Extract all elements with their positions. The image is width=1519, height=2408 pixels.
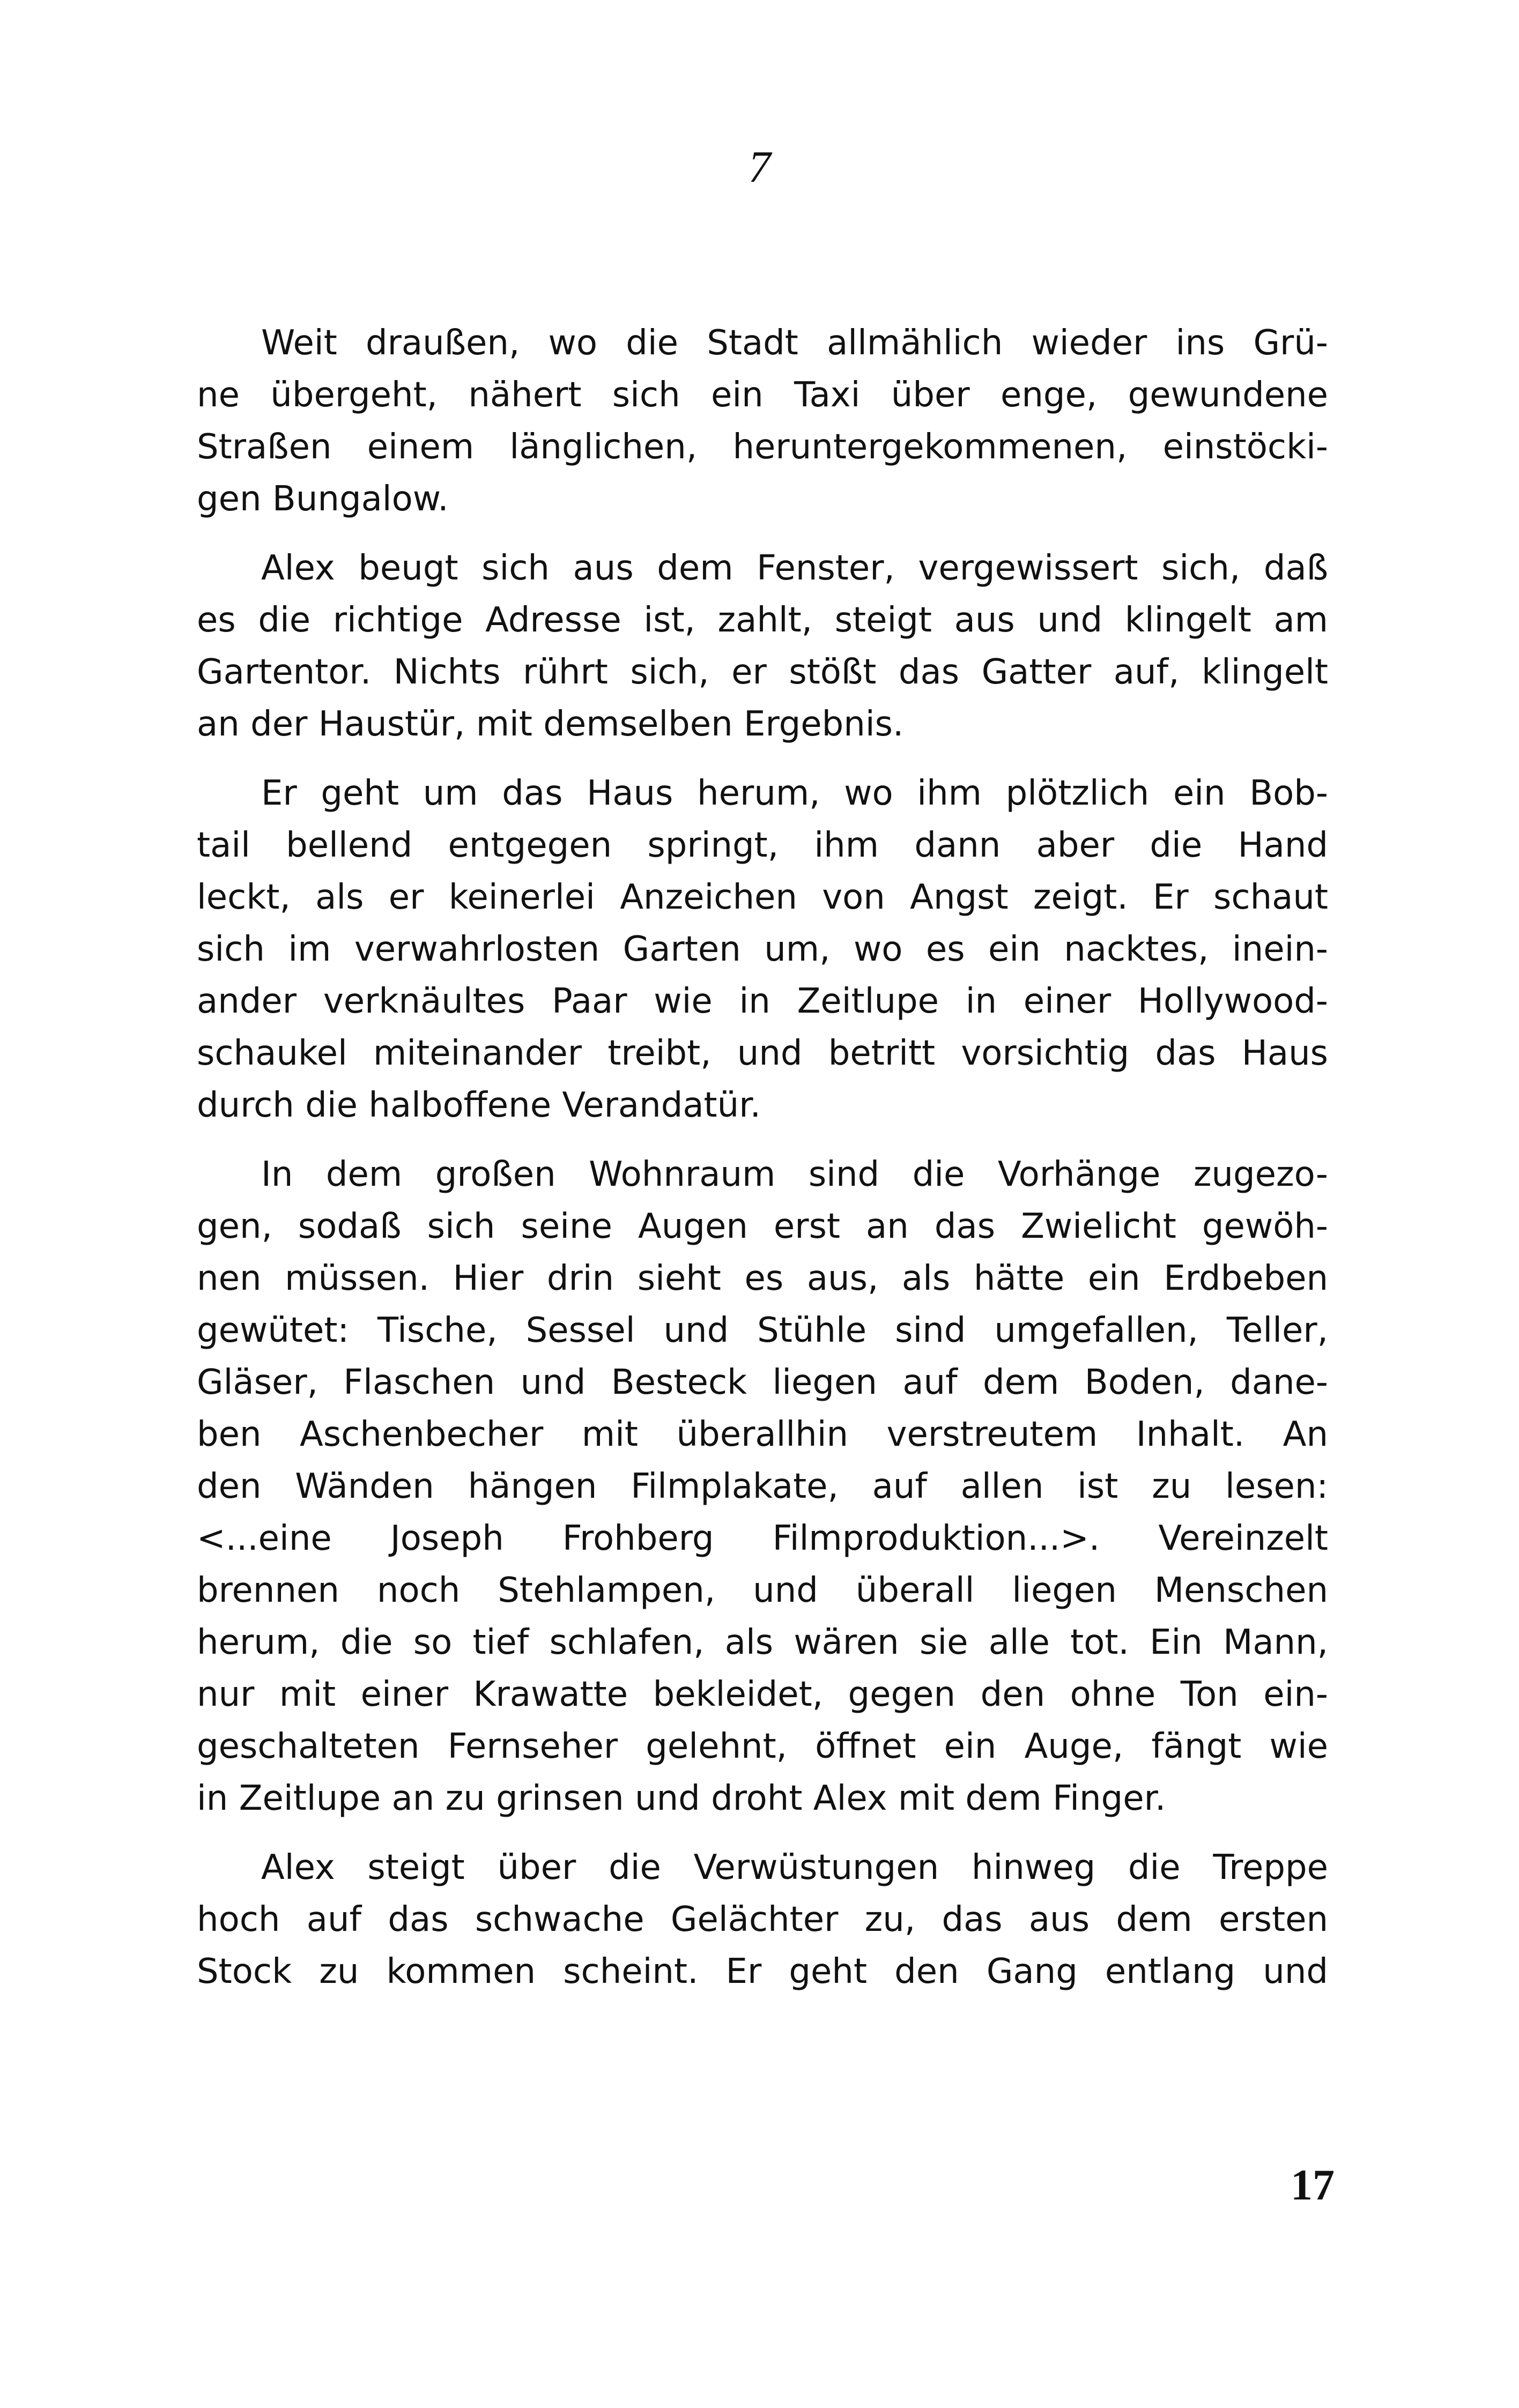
text-line: nur mit einer Krawatte bekleidet, gegen den ohne Ton ein- bbox=[197, 1675, 1328, 1714]
text-line: es die richtige Adresse ist, zahlt, steigt aus und klingelt am bbox=[197, 600, 1328, 640]
page-number: 17 bbox=[1291, 2160, 1335, 2209]
paragraph bbox=[197, 542, 1328, 750]
text-line: tail bellend entgegen springt, ihm dann aber die Hand bbox=[197, 826, 1328, 865]
body-text bbox=[197, 317, 1328, 2015]
text-line: durch die halboffene Verandatür. bbox=[197, 1086, 761, 1125]
text-line: Gartentor. Nichts rührt sich, er stößt das Gatter auf, klingelt bbox=[197, 652, 1328, 692]
text-line: in Zeitlupe an zu grinsen und droht Alex mit dem Finger. bbox=[197, 1779, 1166, 1818]
text-line: In dem großen Wohnraum sind die Vorhänge zugezo- bbox=[261, 1155, 1328, 1194]
text-line: an der Haustür, mit demselben Ergebnis. bbox=[197, 704, 904, 744]
text-line: Alex beugt sich aus dem Fenster, vergewissert sich, daß bbox=[261, 548, 1328, 588]
paragraph bbox=[197, 1842, 1328, 1998]
text-line: hoch auf das schwache Gelächter zu, das aus dem ersten bbox=[197, 1900, 1328, 1939]
text-line: ander verknäultes Paar wie in Zeitlupe in einer Hollywood- bbox=[197, 982, 1328, 1021]
paragraph bbox=[197, 1149, 1328, 1825]
text-line: gewütet: Tische, Sessel und Stühle sind umgefallen, Teller, bbox=[197, 1311, 1328, 1350]
text-line: Alex steigt über die Verwüstungen hinweg die Treppe bbox=[261, 1848, 1328, 1887]
text-line: Er geht um das Haus herum, wo ihm plötzlich ein Bob- bbox=[261, 774, 1328, 813]
text-line: <...eine Joseph Frohberg Filmproduktion...>. Vereinzelt bbox=[197, 1519, 1328, 1558]
text-line: leckt, als er keinerlei Anzeichen von Angst zeigt. Er schaut bbox=[197, 878, 1328, 917]
text-line: gen Bungalow. bbox=[197, 479, 449, 519]
text-line: Weit draußen, wo die Stadt allmählich wieder ins Grü- bbox=[261, 323, 1328, 363]
text-line: Straßen einem länglichen, heruntergekommenen, einstöcki- bbox=[197, 427, 1328, 467]
paragraph bbox=[197, 317, 1328, 525]
text-line: ne übergeht, nähert sich ein Taxi über enge, gewundene bbox=[197, 375, 1328, 415]
text-line: sich im verwahrlosten Garten um, wo es ein nacktes, inein- bbox=[197, 930, 1328, 969]
text-line: den Wänden hängen Filmplakate, auf allen ist zu lesen: bbox=[197, 1467, 1328, 1506]
text-line: brennen noch Stehlampen, und überall liegen Menschen bbox=[197, 1571, 1328, 1610]
text-line: geschalteten Fernseher gelehnt, öffnet ein Auge, fängt wie bbox=[197, 1727, 1328, 1766]
text-line: Gläser, Flaschen und Besteck liegen auf dem Boden, dane- bbox=[197, 1363, 1328, 1402]
text-line: ben Aschenbecher mit überallhin verstreutem Inhalt. An bbox=[197, 1415, 1328, 1454]
paragraph bbox=[197, 768, 1328, 1132]
text-line: gen, sodaß sich seine Augen erst an das Zwielicht gewöh- bbox=[197, 1207, 1328, 1246]
text-line: schaukel miteinander treibt, und betritt vorsichtig das Haus bbox=[197, 1034, 1328, 1073]
text-line: nen müssen. Hier drin sieht es aus, als hätte ein Erdbeben bbox=[197, 1259, 1328, 1298]
chapter-number: 7 bbox=[748, 142, 771, 192]
text-line: herum, die so tief schlafen, als wären sie alle tot. Ein Mann, bbox=[197, 1623, 1328, 1662]
text-line: Stock zu kommen scheint. Er geht den Gang entlang und bbox=[197, 1952, 1328, 1991]
